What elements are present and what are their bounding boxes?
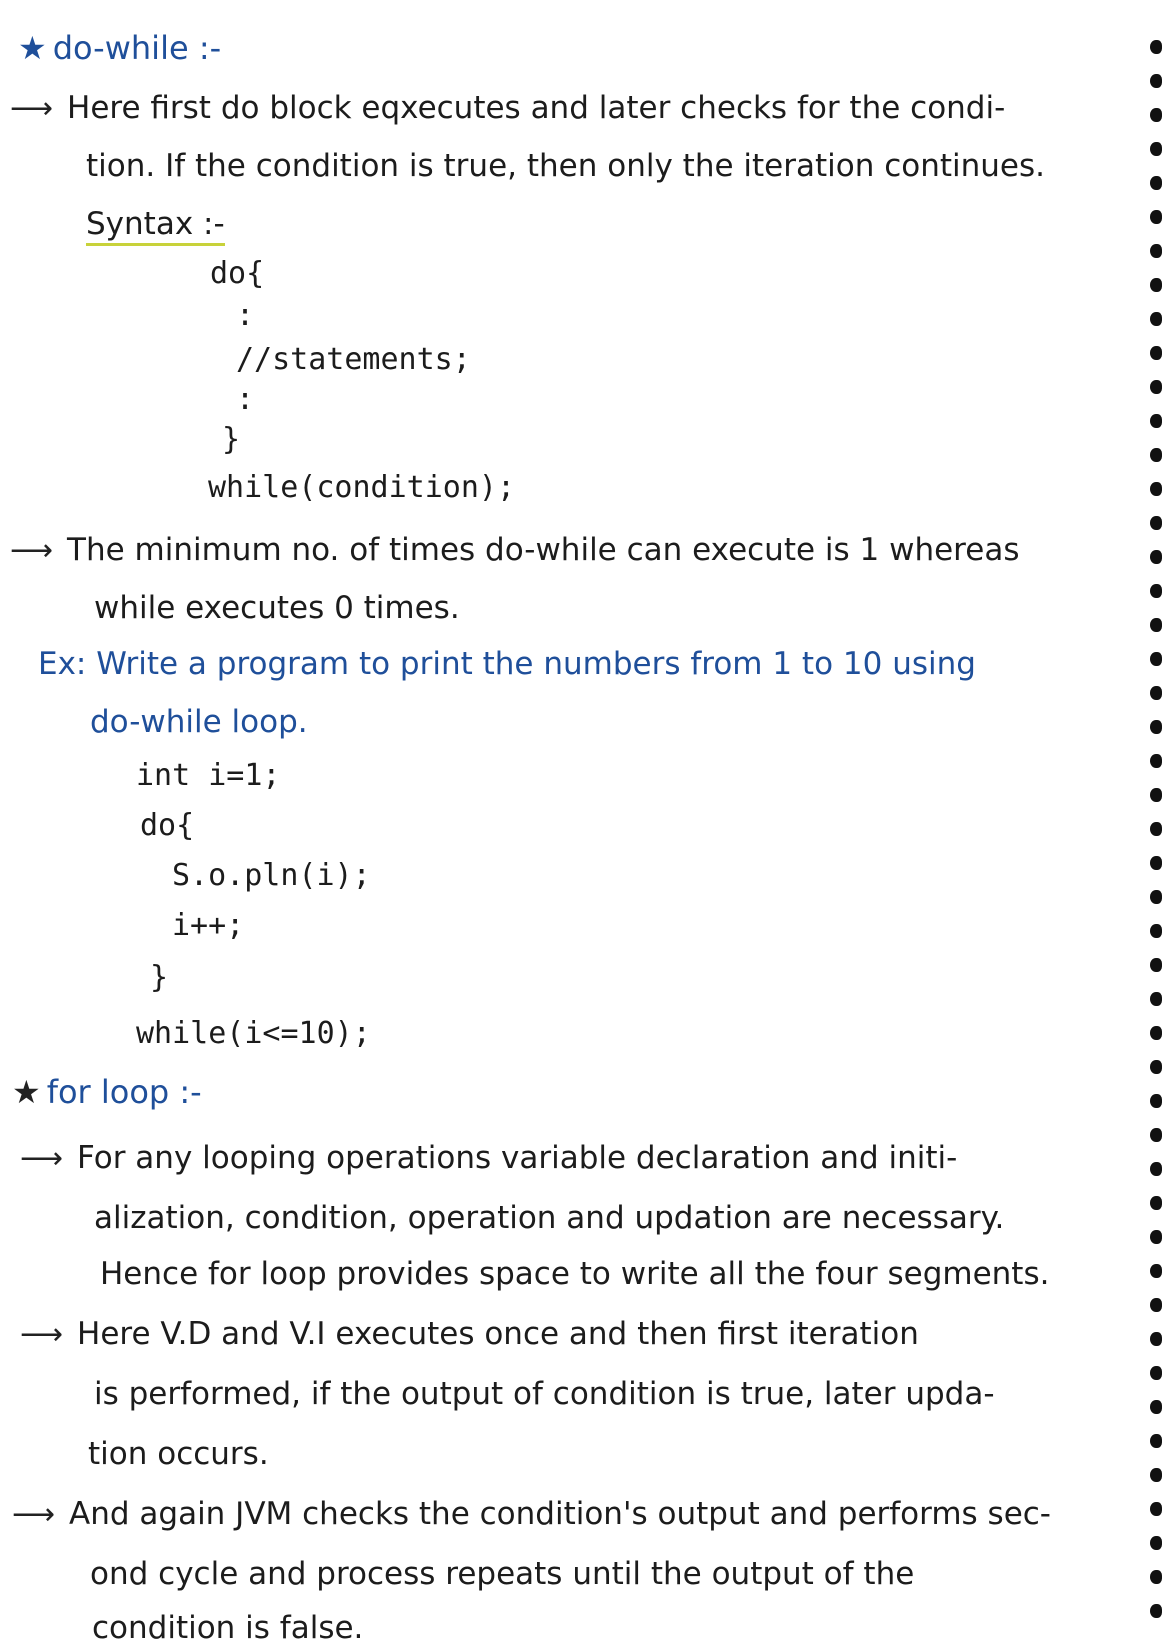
arrow-right-icon: ⟶ (12, 1497, 56, 1532)
do-while-para-2-line-2: while executes 0 times. (94, 590, 460, 626)
binding-hole (1150, 890, 1162, 904)
syntax-code-line-4: : (236, 382, 255, 417)
for-loop-para-2-line-1: ⟶ Here V.D and V.I executes once and then first iteration (20, 1316, 919, 1352)
example-code-line-5: } (150, 960, 169, 995)
do-while-para-2-line-1: ⟶ The minimum no. of times do-while can execute is 1 whereas (10, 532, 1020, 568)
star-icon: ★ (12, 1073, 41, 1111)
binding-hole (1150, 1162, 1162, 1176)
do-while-para-1-line-2: tion. If the condition is true, then only the iteration continues. (86, 148, 1046, 184)
binding-hole (1150, 1128, 1162, 1142)
syntax-code-line-6: while(condition); (208, 470, 516, 505)
binding-hole (1150, 1570, 1162, 1584)
binding-hole (1150, 142, 1162, 156)
do-while-heading: ★ do-while :- (18, 29, 222, 67)
binding-hole (1150, 1536, 1162, 1550)
binding-hole (1150, 1332, 1162, 1346)
for-loop-para-2-line-2: is performed, if the output of condition is true, later upda- (94, 1376, 995, 1412)
binding-hole (1150, 74, 1162, 88)
syntax-code-line-1: do{ (210, 256, 265, 291)
example-code-line-4: i++; (172, 908, 245, 943)
arrow-right-icon: ⟶ (10, 91, 54, 126)
binding-hole (1150, 346, 1162, 360)
binding-hole (1150, 788, 1162, 802)
star-icon: ★ (18, 29, 47, 67)
syntax-code-line-3: //statements; (236, 342, 471, 377)
binding-hole (1150, 482, 1162, 496)
binding-hole (1150, 652, 1162, 666)
binding-hole (1150, 856, 1162, 870)
binding-hole (1150, 176, 1162, 190)
example-code-line-1: int i=1; (136, 758, 281, 793)
binding-hole (1150, 1196, 1162, 1210)
binding-hole (1150, 720, 1162, 734)
syntax-label: Syntax :- (86, 204, 225, 244)
for-loop-heading: ★ for loop :- (12, 1073, 202, 1111)
binding-hole (1150, 924, 1162, 938)
example-line-2: do-while loop. (90, 704, 308, 740)
binding-hole (1150, 1502, 1162, 1516)
binding-hole (1150, 686, 1162, 700)
binding-hole (1150, 958, 1162, 972)
spiral-binding (1148, 30, 1164, 1650)
syntax-code-line-5: } (222, 422, 241, 457)
binding-hole (1150, 448, 1162, 462)
example-code-line-3: S.o.pln(i); (172, 858, 371, 893)
binding-hole (1150, 108, 1162, 122)
binding-hole (1150, 618, 1162, 632)
binding-hole (1150, 1264, 1162, 1278)
binding-hole (1150, 1400, 1162, 1414)
arrow-right-icon: ⟶ (10, 533, 54, 568)
for-loop-para-1-line-3: Hence for loop provides space to write all the four segments. (100, 1256, 1050, 1292)
binding-hole (1150, 244, 1162, 258)
binding-hole (1150, 414, 1162, 428)
syntax-code-line-2: : (236, 298, 255, 333)
binding-hole (1150, 584, 1162, 598)
binding-hole (1150, 1060, 1162, 1074)
binding-hole (1150, 754, 1162, 768)
for-loop-para-2-line-3: tion occurs. (88, 1436, 269, 1472)
binding-hole (1150, 1230, 1162, 1244)
binding-hole (1150, 380, 1162, 394)
binding-hole (1150, 1366, 1162, 1380)
binding-hole (1150, 1298, 1162, 1312)
binding-hole (1150, 550, 1162, 564)
binding-hole (1150, 1026, 1162, 1040)
binding-hole (1150, 278, 1162, 292)
binding-hole (1150, 40, 1162, 54)
for-loop-para-1-line-1: ⟶ For any looping operations variable declaration and initi- (20, 1140, 958, 1176)
binding-hole (1150, 1468, 1162, 1482)
binding-hole (1150, 1434, 1162, 1448)
do-while-para-1-line-1: ⟶ Here first do block eqxecutes and later checks for the condi- (10, 90, 1006, 126)
arrow-right-icon: ⟶ (20, 1141, 64, 1176)
for-loop-para-3-line-1: ⟶ And again JVM checks the condition's output and performs sec- (12, 1496, 1051, 1532)
binding-hole (1150, 822, 1162, 836)
for-loop-para-1-line-2: alization, condition, operation and updation are necessary. (94, 1200, 1005, 1236)
binding-hole (1150, 312, 1162, 326)
example-line-1: Ex: Write a program to print the numbers from 1 to 10 using (38, 646, 976, 682)
for-loop-para-3-line-3: condition is false. (92, 1610, 364, 1646)
binding-hole (1150, 516, 1162, 530)
binding-hole (1150, 1604, 1162, 1618)
binding-hole (1150, 1094, 1162, 1108)
binding-hole (1150, 992, 1162, 1006)
example-code-line-2: do{ (140, 808, 195, 843)
arrow-right-icon: ⟶ (20, 1317, 64, 1352)
for-loop-para-3-line-2: ond cycle and process repeats until the output of the (90, 1556, 915, 1592)
example-code-line-6: while(i<=10); (136, 1016, 371, 1051)
binding-hole (1150, 210, 1162, 224)
